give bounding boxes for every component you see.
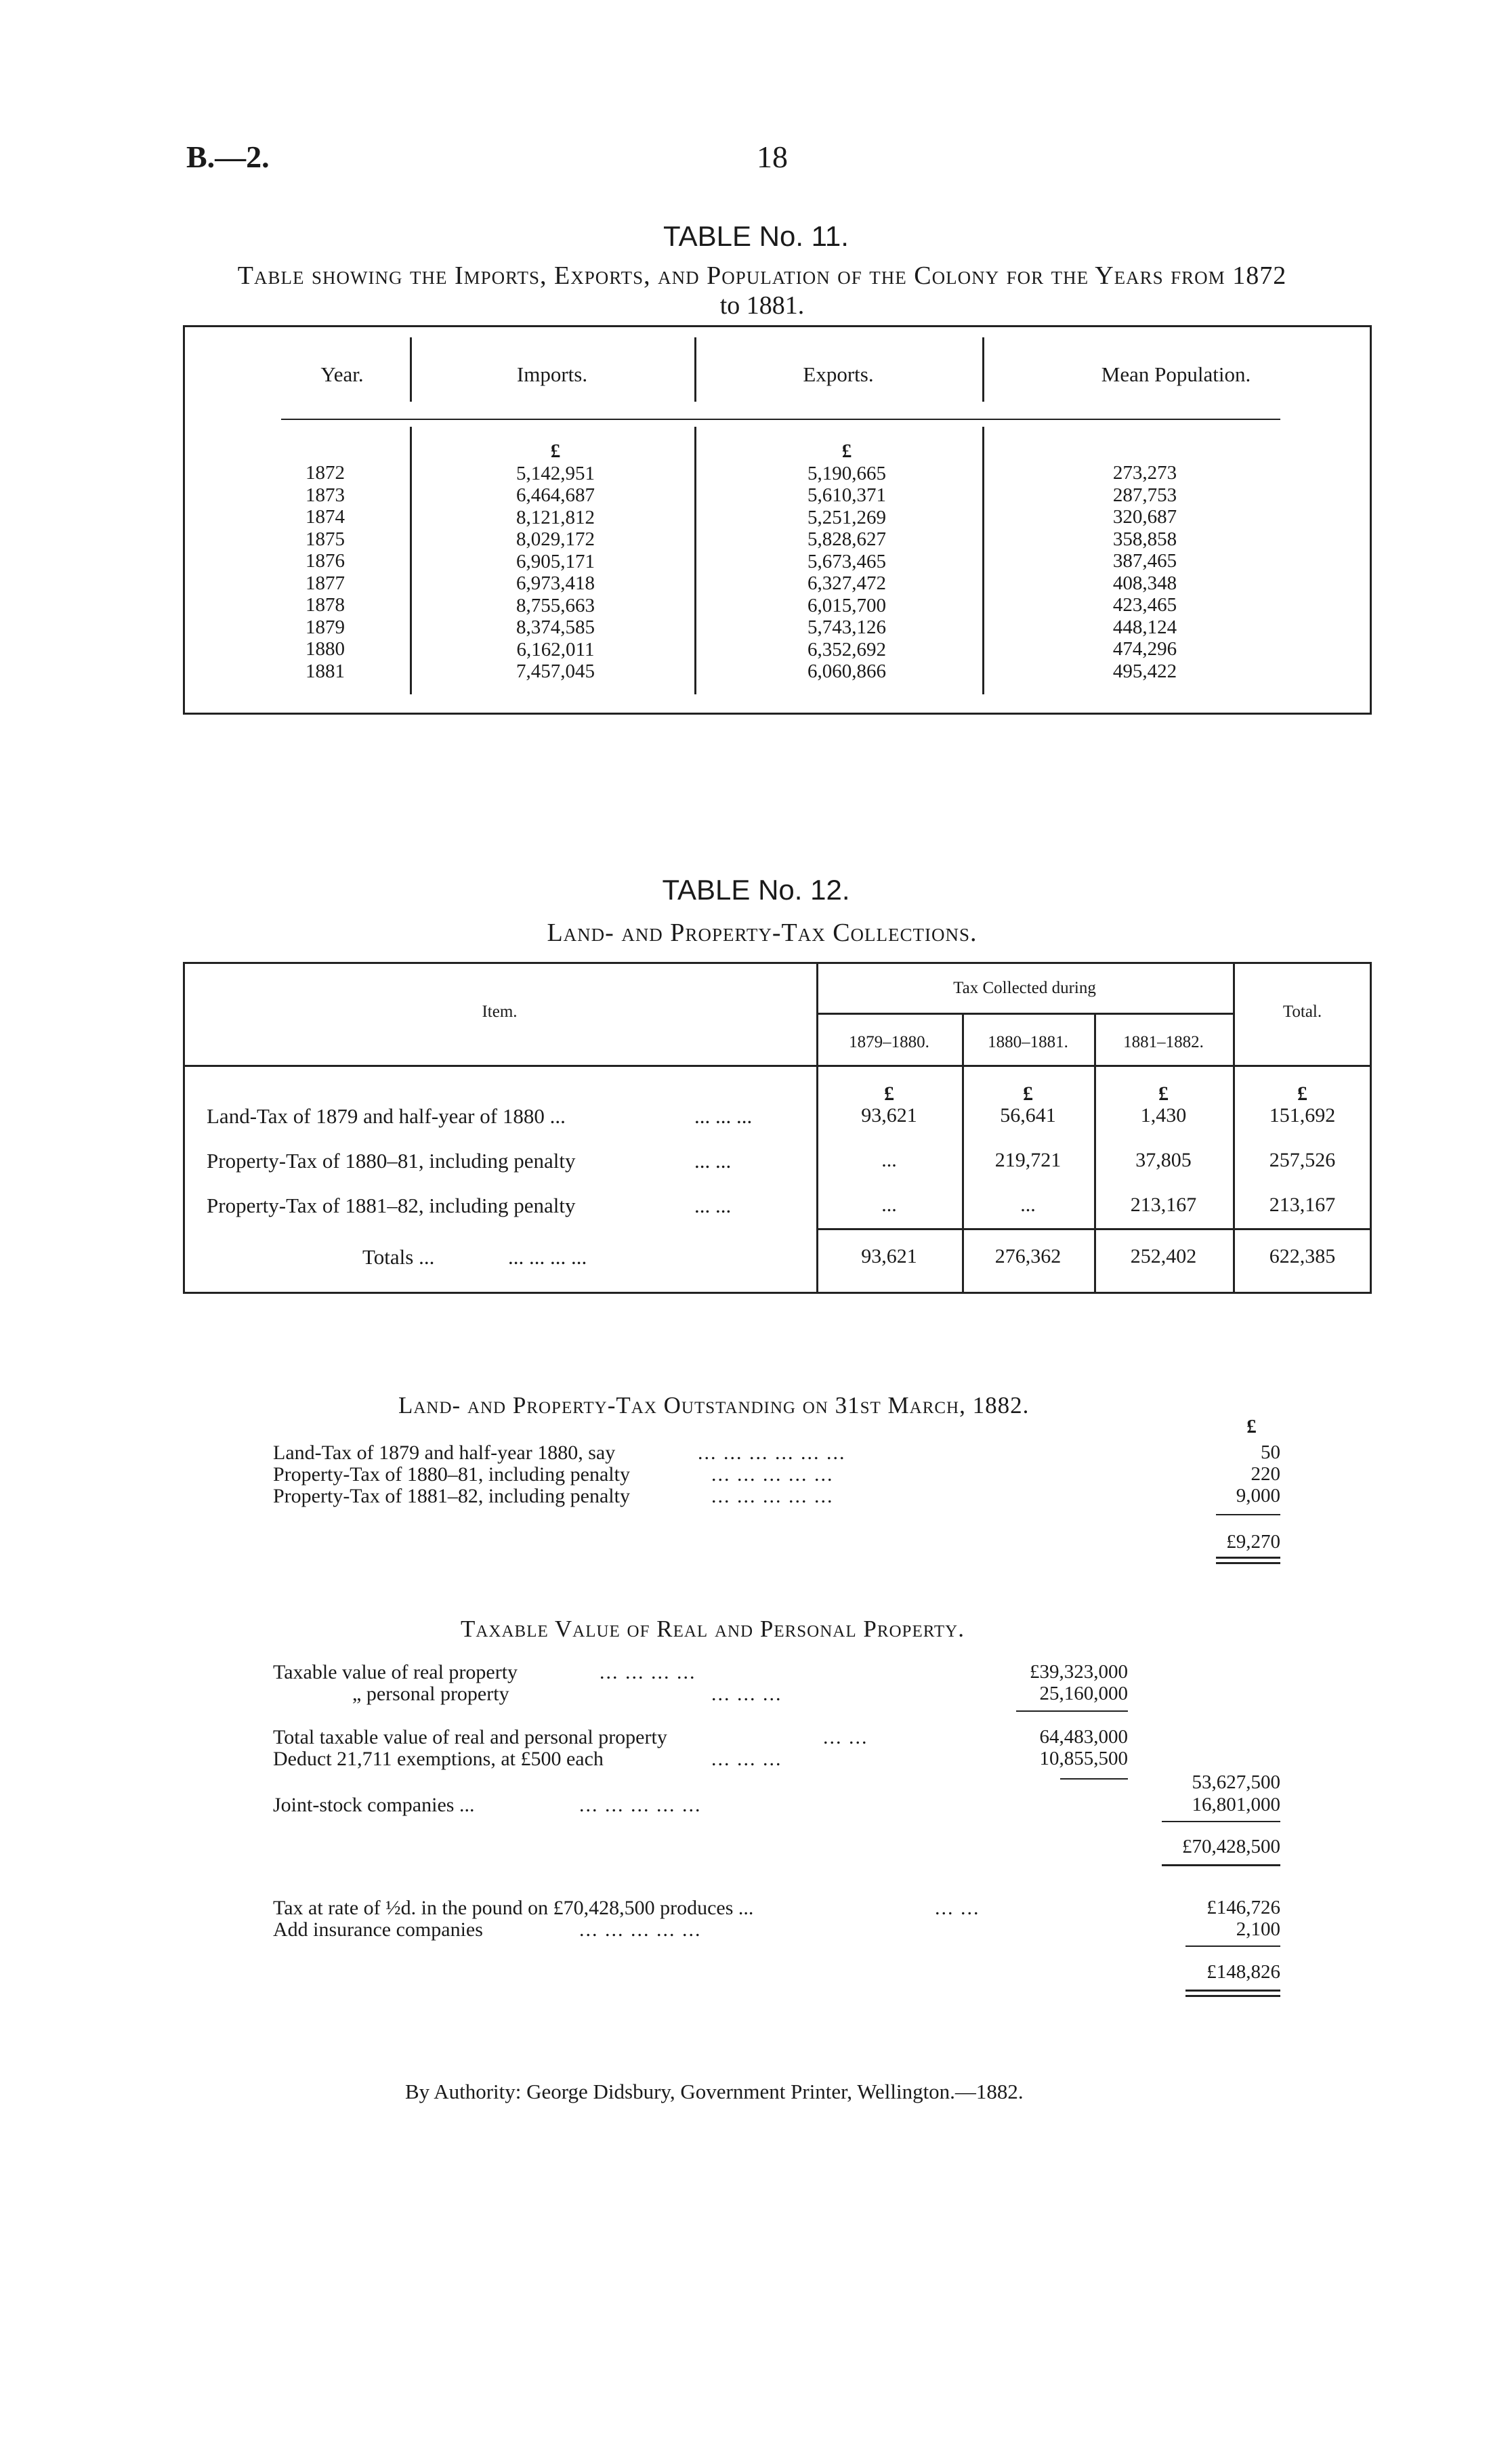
row-leader-dots: ... ... — [694, 1149, 732, 1173]
table-cell: ... — [881, 1149, 897, 1171]
top-rule — [183, 325, 1372, 327]
table-cell: 387,465 — [1112, 550, 1177, 572]
table-cell: 5,673,465 — [807, 550, 886, 572]
table-cell: 6,162,011 — [516, 638, 595, 660]
taxable-value: 64,483,000 — [1039, 1726, 1128, 1748]
table-cell: 1872 — [306, 462, 345, 484]
outstanding-value: 50 — [1261, 1442, 1280, 1463]
outstanding-label: Land-Tax of 1879 and half-year 1880, say — [273, 1442, 616, 1464]
table-cell: 1878 — [306, 594, 345, 616]
taxable-label: Taxable value of real property — [273, 1661, 518, 1683]
row-item-label: Property-Tax of 1881–82, including penalty — [207, 1194, 576, 1217]
row-leader-dots: ... ... ... ... — [600, 1661, 696, 1683]
header-tax-collected: Tax Collected during — [953, 979, 1096, 997]
row-leader-dots: ... ... ... ... ... — [579, 1918, 702, 1941]
table-cell: 320,687 — [1112, 506, 1177, 528]
table-cell: 56,641 — [1000, 1104, 1056, 1127]
double-rule-bottom — [1185, 1995, 1280, 1997]
caption-line-2: to 1881. — [719, 291, 805, 320]
table-cell: 423,465 — [1112, 594, 1177, 616]
grand-total: £70,428,500 — [1182, 1836, 1280, 1857]
currency-symbol: £ — [1158, 1082, 1169, 1105]
double-rule-bottom — [1216, 1562, 1280, 1564]
table-cell: 93,621 — [861, 1104, 917, 1127]
table-cell: 6,327,472 — [807, 572, 886, 594]
header-imports: Imports. — [516, 362, 588, 386]
printer-imprint: By Authority: George Didsbury, Government Printer, Wellington.—1882. — [405, 2080, 1024, 2103]
header-period-3: 1881–1882. — [1123, 1033, 1204, 1051]
header-item: Item. — [482, 1003, 518, 1021]
table-cell: 448,124 — [1112, 616, 1177, 638]
table-12-title: TABLE No. 12. — [662, 874, 850, 906]
taxable-label: „ personal property — [352, 1683, 509, 1705]
divider — [816, 962, 818, 1294]
divider — [694, 427, 696, 694]
table-cell: 495,422 — [1112, 660, 1177, 682]
table-cell: ... — [881, 1194, 897, 1216]
table-cell: 252,402 — [1130, 1245, 1197, 1267]
table-cell: 219,721 — [994, 1149, 1062, 1171]
table-cell: 6,352,692 — [807, 638, 886, 660]
row-leader-dots: ... ... — [823, 1726, 868, 1748]
row-leader-dots: ... ... ... ... ... — [579, 1794, 702, 1816]
caption-line-1: Table showing the Imports, Exports, and Population of the Colony for the Years from 1872 — [237, 261, 1287, 290]
header-population: Mean Population. — [1101, 362, 1251, 386]
currency-symbol: £ — [550, 440, 561, 462]
imports-exports-table — [183, 325, 1372, 715]
row-item-label: Property-Tax of 1880–81, including penalty — [207, 1149, 576, 1173]
header-total: Total. — [1282, 1003, 1322, 1021]
top-rule — [183, 962, 1372, 964]
imports-column — [488, 440, 623, 683]
row-leader-dots: ... ... ... — [694, 1104, 753, 1128]
table-cell: 1880 — [306, 638, 345, 660]
table-cell: 276,362 — [994, 1245, 1062, 1267]
sum-rule — [1060, 1778, 1128, 1780]
taxable-value: £39,323,000 — [1030, 1661, 1128, 1683]
left-border — [183, 325, 185, 715]
table-cell: 1876 — [306, 550, 345, 572]
divider — [410, 427, 412, 694]
page-number: 18 — [757, 140, 788, 174]
totals-label: Totals ... — [362, 1245, 435, 1269]
header-rule — [183, 1065, 1372, 1067]
table-cell: 1881 — [306, 660, 345, 682]
double-rule-top — [1185, 1990, 1280, 1992]
taxable-title: Taxable Value of Real and Personal Property. — [461, 1616, 965, 1642]
year-column — [278, 462, 373, 682]
row-leader-dots: ... ... — [935, 1897, 980, 1919]
totals-rule — [816, 1228, 1372, 1230]
currency-symbol: £ — [884, 1082, 894, 1105]
exports-column — [779, 440, 915, 683]
tax-produces-value: £146,726 — [1206, 1897, 1280, 1918]
joint-stock-value: 16,801,000 — [1192, 1794, 1280, 1815]
table-cell: 6,905,171 — [516, 550, 595, 572]
taxable-label: Total taxable value of real and personal property — [273, 1726, 667, 1748]
row-leader-dots: ... ... — [694, 1194, 732, 1217]
double-rule-top — [1162, 1864, 1280, 1866]
double-rule-top — [1216, 1557, 1280, 1559]
table-cell: 6,464,687 — [516, 484, 595, 506]
final-total: £148,826 — [1206, 1961, 1280, 1983]
taxable-value: 25,160,000 — [1039, 1683, 1128, 1704]
table-cell: 622,385 — [1269, 1245, 1336, 1267]
table-cell: 6,015,700 — [807, 594, 886, 616]
table-cell: 1875 — [306, 528, 345, 550]
group-rule — [816, 1013, 1233, 1015]
sum-rule — [1216, 1514, 1280, 1515]
table-cell: 273,273 — [1112, 462, 1177, 484]
header-exports: Exports. — [803, 362, 874, 386]
outstanding-label: Property-Tax of 1880–81, including penalty — [273, 1463, 630, 1486]
table-cell: 5,610,371 — [807, 484, 886, 506]
table-11-title: TABLE No. 11. — [663, 220, 849, 252]
row-leader-dots: ... ... ... ... ... — [711, 1463, 834, 1486]
table-cell: 7,457,045 — [516, 660, 595, 682]
divider — [982, 427, 984, 694]
row-leader-dots: ... ... ... ... ... — [711, 1485, 834, 1507]
currency-symbol: £ — [1297, 1082, 1307, 1105]
table-cell: 93,621 — [861, 1245, 917, 1267]
row-item-label: Land-Tax of 1879 and half-year of 1880 ... — [207, 1104, 566, 1128]
table-cell: 474,296 — [1112, 638, 1177, 660]
currency-symbol: £ — [1246, 1416, 1257, 1437]
header-year: Year. — [320, 362, 364, 386]
insurance-label: Add insurance companies — [273, 1918, 483, 1941]
table-cell: 8,121,812 — [516, 506, 595, 528]
table-cell: 408,348 — [1112, 572, 1177, 594]
row-leader-dots: ... ... ... — [711, 1683, 782, 1705]
tax-collections-table — [183, 962, 1372, 1294]
currency-symbol: £ — [841, 440, 852, 462]
tax-rate-label: Tax at rate of ½d. in the pound on £70,428,500 produces ... — [273, 1897, 754, 1919]
table-cell: 213,167 — [1130, 1194, 1197, 1216]
header-period-1: 1879–1880. — [849, 1033, 929, 1051]
sum-rule — [1016, 1710, 1128, 1712]
insurance-value: 2,100 — [1236, 1918, 1280, 1940]
table-cell: 151,692 — [1269, 1104, 1336, 1127]
table-cell: 8,029,172 — [516, 528, 595, 550]
outstanding-value: 220 — [1251, 1463, 1280, 1485]
table-cell: 6,973,418 — [516, 572, 595, 594]
bottom-rule — [183, 713, 1372, 715]
outstanding-value: 9,000 — [1236, 1485, 1280, 1507]
outstanding-title: Land- and Property-Tax Outstanding on 31st March, 1882. — [398, 1392, 1030, 1418]
table-cell: 6,060,866 — [807, 660, 886, 682]
header-period-2: 1880–1881. — [988, 1033, 1068, 1051]
row-leader-dots: ... ... ... ... ... ... — [698, 1442, 846, 1464]
joint-stock-label: Joint-stock companies ... — [273, 1794, 475, 1816]
taxable-value: 10,855,500 — [1039, 1748, 1128, 1769]
header-rule — [281, 419, 1280, 420]
table-cell: 1,430 — [1140, 1104, 1187, 1127]
population-column — [1091, 462, 1199, 682]
table-cell: 1873 — [306, 484, 345, 506]
table-cell: 5,828,627 — [807, 528, 886, 550]
table-cell: 5,251,269 — [807, 506, 886, 528]
table-cell: 1879 — [306, 616, 345, 638]
table-cell: 213,167 — [1269, 1194, 1336, 1216]
outstanding-label: Property-Tax of 1881–82, including penalty — [273, 1485, 630, 1507]
table-cell: 257,526 — [1269, 1149, 1336, 1171]
table-cell: 1877 — [306, 572, 345, 594]
right-border — [1370, 325, 1372, 715]
table-cell: 287,753 — [1112, 484, 1177, 506]
document-code: B.—2. — [186, 140, 270, 174]
taxable-label: Deduct 21,711 exemptions, at £500 each — [273, 1748, 604, 1770]
outstanding-total: £9,270 — [1226, 1531, 1280, 1553]
net-taxable-value: 53,627,500 — [1192, 1771, 1280, 1793]
sum-rule — [1185, 1945, 1280, 1947]
table-cell: 1874 — [306, 506, 345, 528]
table-cell: 37,805 — [1135, 1149, 1192, 1171]
table-cell: 8,374,585 — [516, 616, 595, 638]
bottom-rule — [183, 1292, 1372, 1294]
table-cell: 5,142,951 — [516, 462, 595, 484]
table-11-caption — [152, 261, 1372, 320]
table-12-caption: Land- and Property-Tax Collections. — [547, 919, 978, 947]
row-leader-dots: ... ... ... — [711, 1748, 782, 1770]
table-cell: ... — [1020, 1194, 1036, 1216]
row-leader-dots: ... ... ... ... — [508, 1245, 587, 1269]
table-cell: 8,755,663 — [516, 594, 595, 616]
currency-symbol: £ — [1023, 1082, 1033, 1105]
table-cell: 5,190,665 — [807, 462, 886, 484]
table-cell: 358,858 — [1112, 528, 1177, 550]
table-cell: 5,743,126 — [807, 616, 886, 638]
sum-rule — [1162, 1821, 1280, 1822]
